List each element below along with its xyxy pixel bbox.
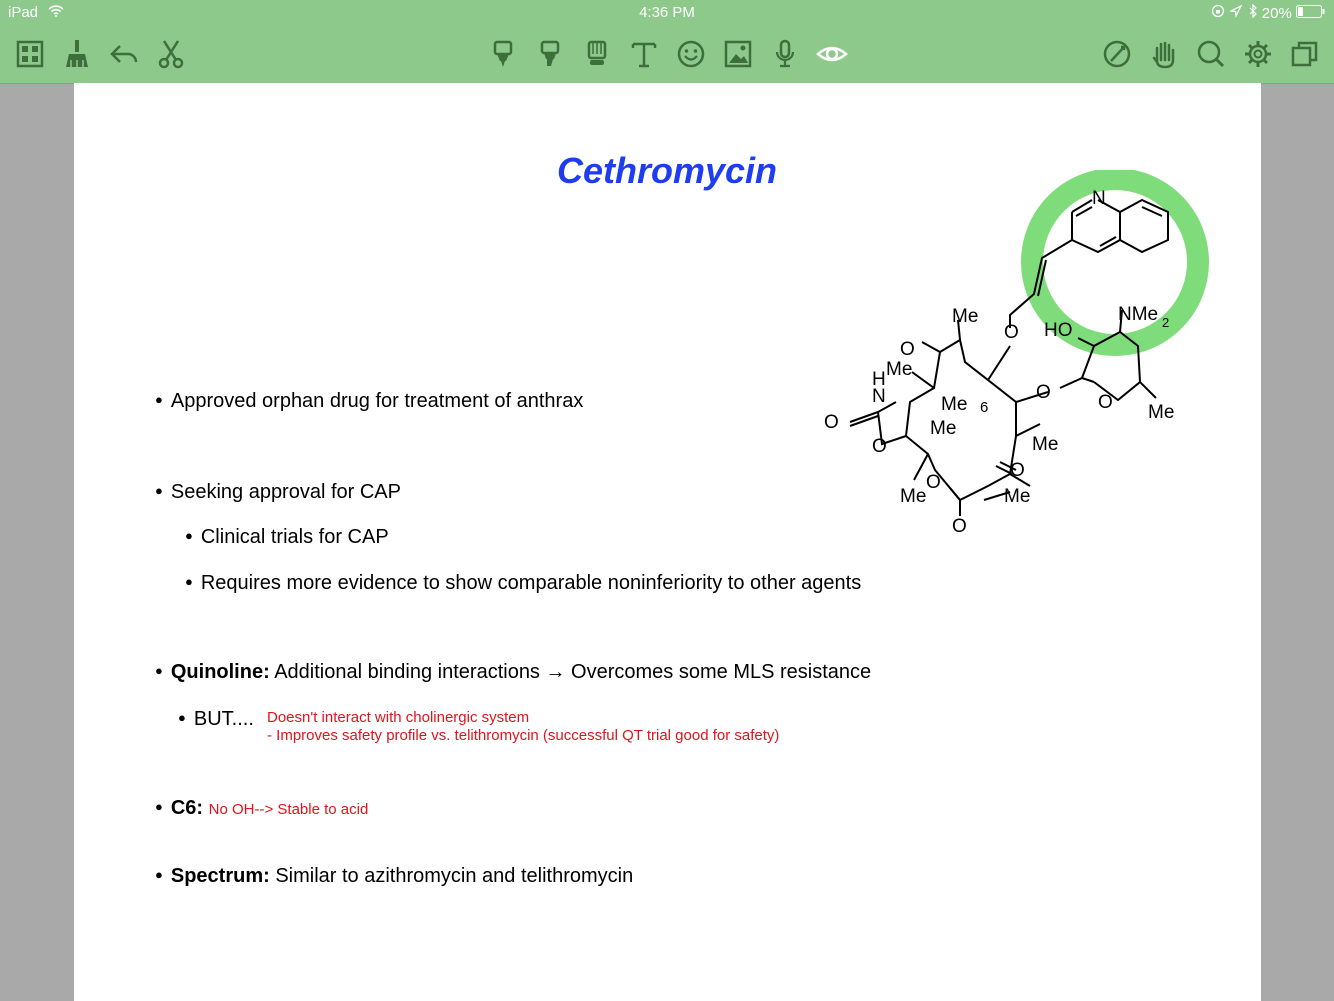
note-safety: - Improves safety profile vs. telithromycin (successful QT trial good for safety) [267, 727, 780, 744]
bullet-c6: ● C6: No OH--> Stable to acid [155, 797, 369, 819]
label-o-ring: O [872, 436, 887, 457]
bullet-evidence: ● Requires more evidence to show comparable noninferiority to other agents [185, 572, 862, 594]
app-toolbar [0, 0, 1334, 84]
undo-icon[interactable] [106, 36, 142, 72]
label-o-right: O [1010, 460, 1025, 481]
label-o-ether: O [1004, 322, 1019, 343]
label-n-quinoline: N [1092, 188, 1106, 209]
rotation-lock-icon [1211, 5, 1229, 22]
bullet-spectrum: ● Spectrum: Similar to azithromycin and telithromycin [155, 865, 634, 887]
highlighter-icon[interactable] [485, 36, 521, 72]
search-icon[interactable] [1193, 36, 1229, 72]
label-o-carbonyl: O [824, 412, 839, 433]
location-icon [1229, 5, 1247, 22]
label-c6: 6 [980, 399, 989, 416]
bullet-cap: ● Seeking approval for CAP [155, 481, 401, 503]
label-me-left: Me [886, 359, 913, 380]
note-cholinergic: Doesn't interact with cholinergic system [267, 709, 530, 726]
label-me-lower: Me [1004, 486, 1031, 507]
label-n-carbamate: N [872, 386, 886, 407]
pen-icon[interactable] [579, 36, 615, 72]
label-me-top: Me [952, 306, 979, 327]
pages-icon[interactable] [1287, 36, 1323, 72]
label-me-mid: Me [930, 418, 957, 439]
label-h: H [872, 369, 886, 390]
label-o-lactone-carbonyl: O [952, 516, 967, 537]
hand-icon[interactable] [1146, 36, 1182, 72]
bullet-quinoline: ● Quinoline: Additional binding interactions → Overcomes some MLS resistance [155, 661, 872, 683]
device-name: iPad [8, 4, 39, 21]
label-me-right: Me [1032, 434, 1059, 455]
battery-icon [1296, 5, 1326, 22]
label-me-sugar: Me [1148, 402, 1175, 423]
marker-icon[interactable] [532, 36, 568, 72]
bond-lines [850, 200, 1168, 516]
bluetooth-icon [1248, 5, 1262, 22]
cethromycin-structure [820, 170, 1220, 550]
label-me-center: Me [941, 394, 968, 415]
label-subscript-2: 2 [1162, 315, 1170, 330]
broom-icon[interactable] [59, 36, 95, 72]
text-icon[interactable] [626, 36, 662, 72]
label-me-bottom: Me [900, 486, 927, 507]
microphone-icon[interactable] [767, 36, 803, 72]
label-ho: HO [1044, 320, 1073, 341]
grid-icon[interactable] [12, 36, 48, 72]
status-time: 4:36 PM [639, 4, 695, 21]
battery-percent: 20% [1261, 5, 1292, 22]
bullet-clinical-trials: ● Clinical trials for CAP [185, 526, 389, 548]
label-o-sugar: O [1098, 392, 1113, 413]
emoji-icon[interactable] [673, 36, 709, 72]
image-icon[interactable] [720, 36, 756, 72]
lasso-icon[interactable] [1099, 36, 1135, 72]
label-o-lactone: O [926, 472, 941, 493]
scissors-icon[interactable] [153, 36, 189, 72]
bullet-anthrax: ● Approved orphan drug for treatment of anthrax [155, 390, 584, 412]
slide-title: Cethromycin [556, 150, 778, 191]
label-o-ketone: O [900, 339, 915, 360]
eye-icon[interactable] [814, 36, 850, 72]
gear-icon[interactable] [1240, 36, 1276, 72]
label-nme2: NMe [1118, 304, 1159, 325]
battery-status [1211, 4, 1326, 22]
bullet-but: ● BUT.... [178, 708, 254, 730]
label-o-glycoside: O [1036, 382, 1051, 403]
